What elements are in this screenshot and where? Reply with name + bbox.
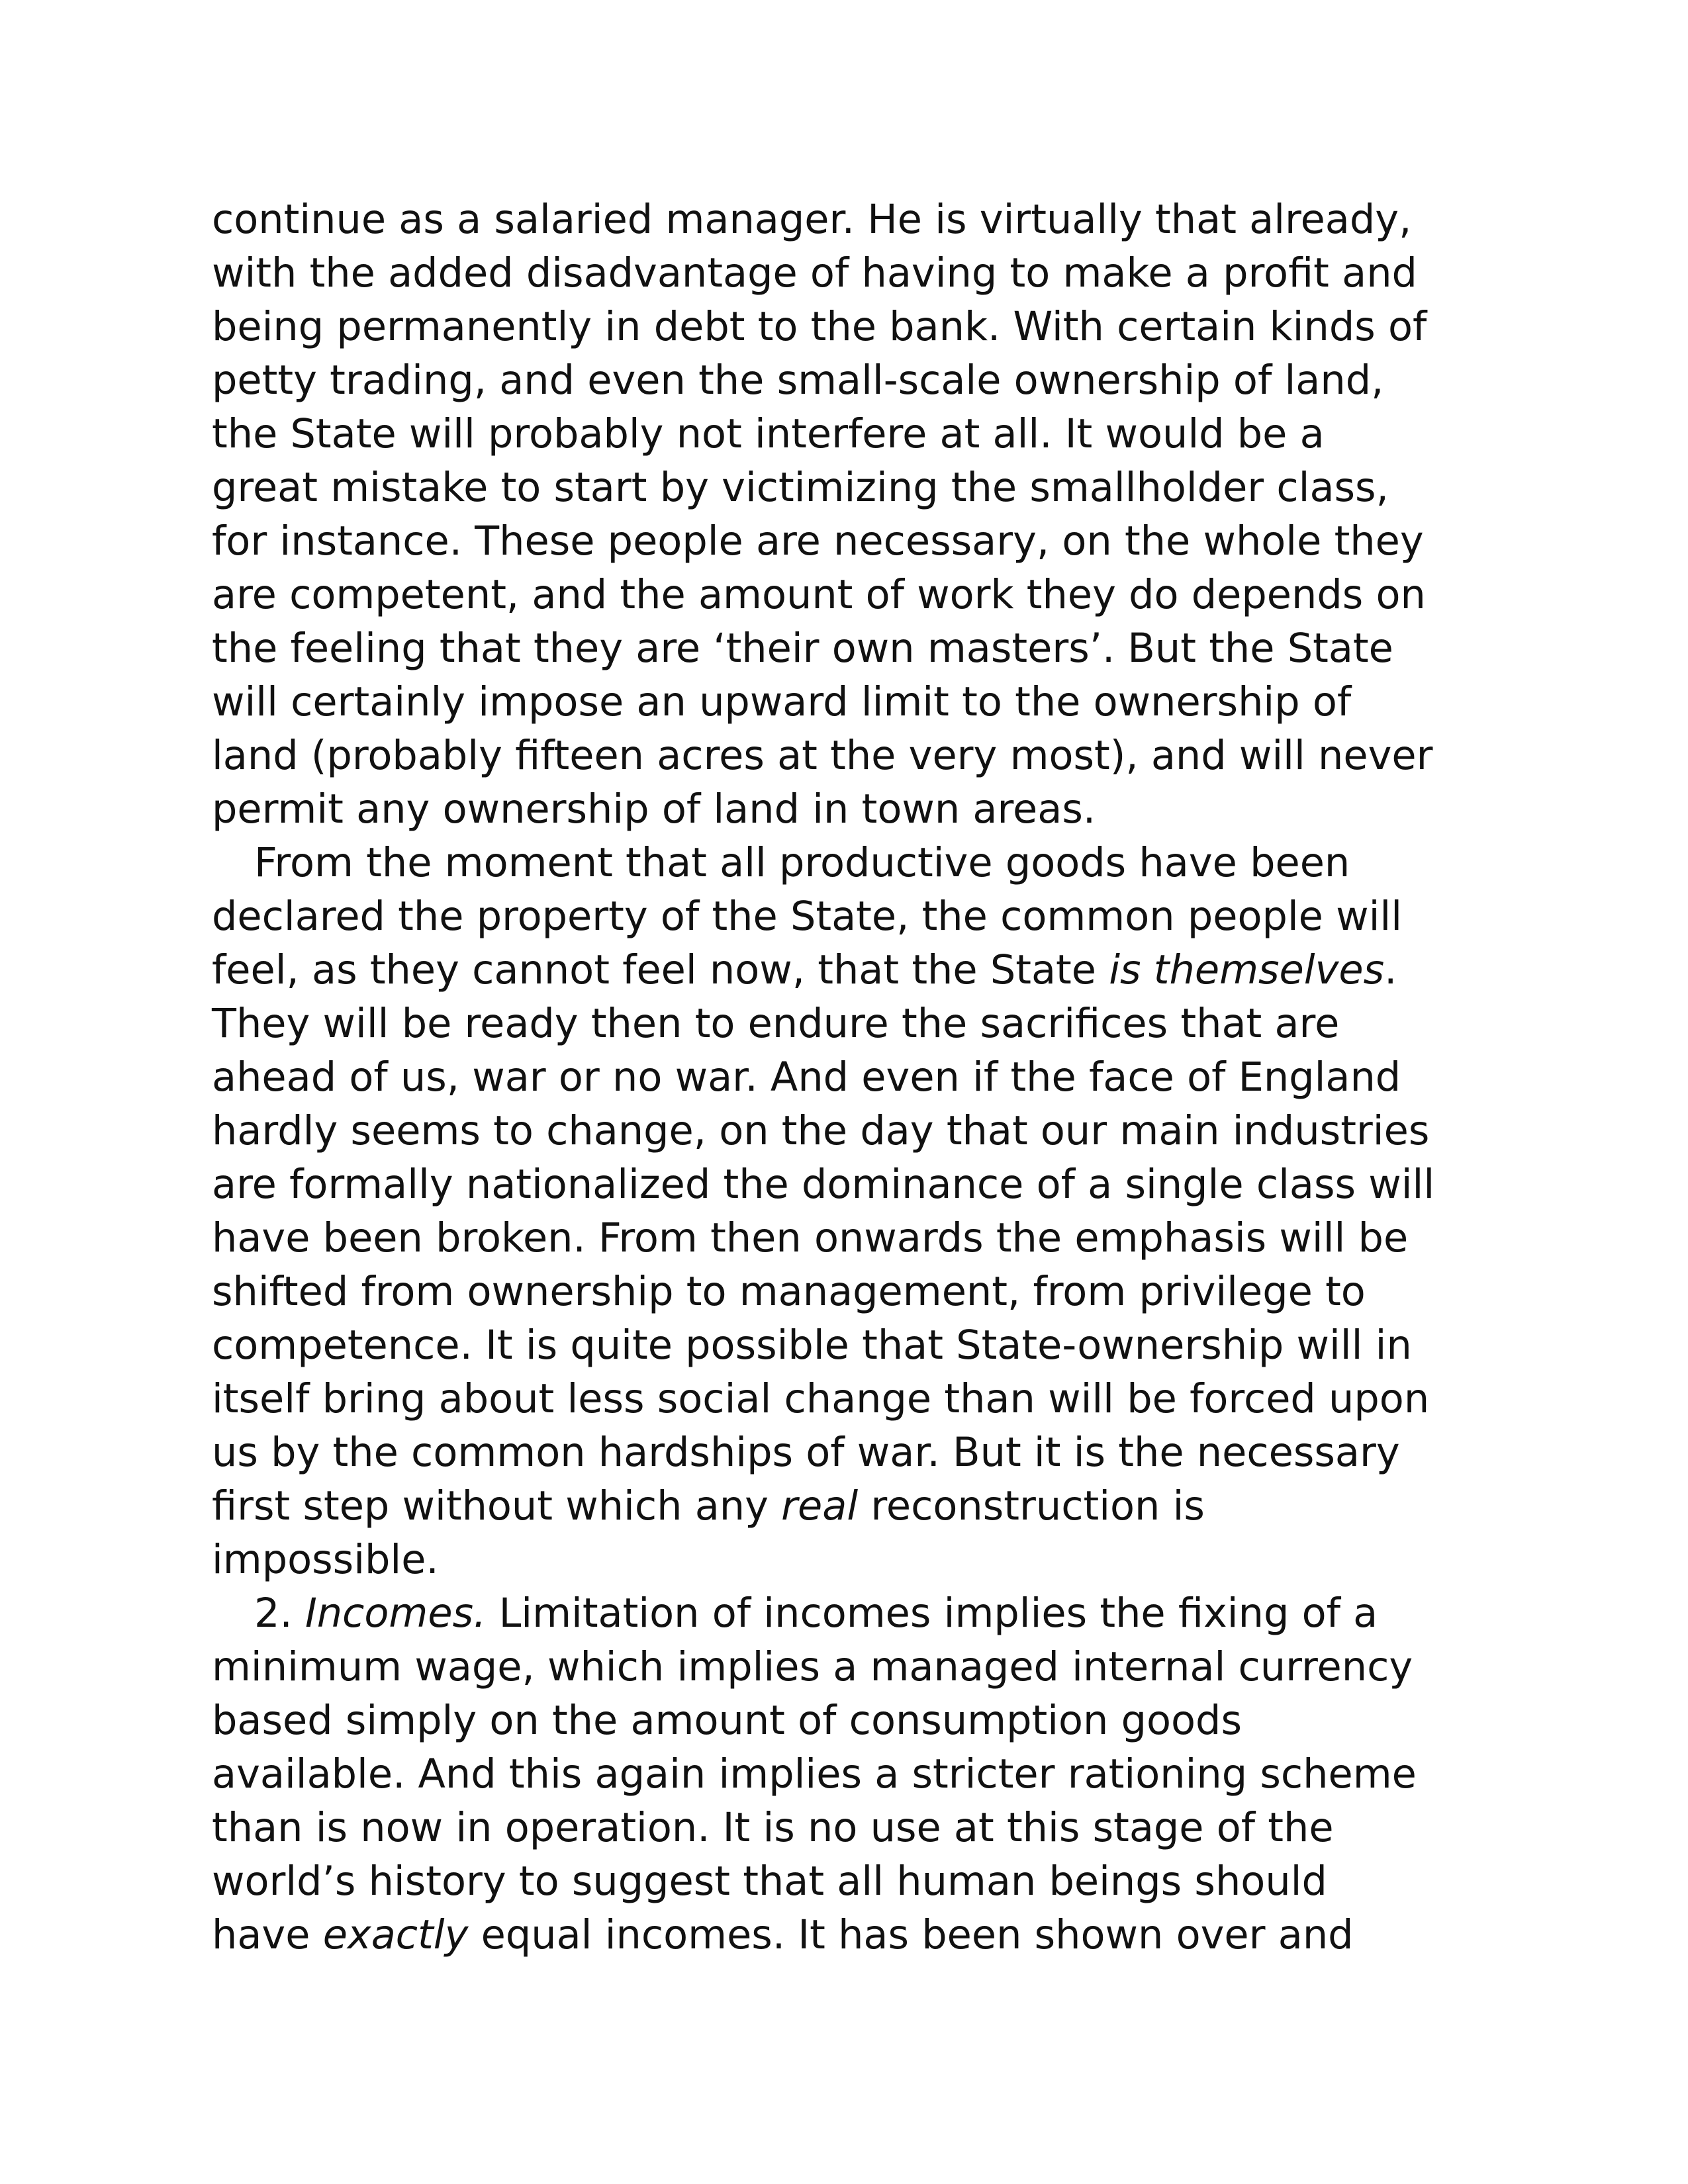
text-run: first step without which any bbox=[212, 1483, 782, 1529]
text-line bbox=[212, 247, 1509, 300]
text-line bbox=[212, 1694, 1509, 1748]
text-line bbox=[212, 1426, 1509, 1480]
text-line bbox=[212, 729, 1509, 783]
text-line bbox=[212, 1855, 1509, 1909]
text-line bbox=[212, 461, 1509, 515]
paragraph-first-line bbox=[212, 837, 1509, 890]
text-line bbox=[212, 1319, 1509, 1373]
text-line bbox=[212, 1373, 1509, 1426]
text-run: shifted from ownership to management, from privilege to bbox=[212, 1269, 1366, 1315]
text-line bbox=[212, 890, 1509, 944]
text-line bbox=[212, 1480, 1509, 1533]
text-line bbox=[212, 944, 1509, 997]
text-line bbox=[212, 354, 1509, 408]
text-run: are competent, and the amount of work they do depends on bbox=[212, 572, 1426, 618]
text-line bbox=[212, 1801, 1509, 1855]
text-run: based simply on the amount of consumption goods bbox=[212, 1698, 1242, 1744]
text-run: with the added disadvantage of having to make a profit and bbox=[212, 250, 1417, 296]
text-run: are formally nationalized the dominance of a single class will bbox=[212, 1161, 1435, 1208]
text-run: feel, as they cannot feel now, that the State bbox=[212, 947, 1109, 993]
text-run: great mistake to start by victimizing the smallholder class, bbox=[212, 465, 1389, 511]
text-line bbox=[212, 1158, 1509, 1212]
text-run: the State will probably not interfere at all. It would be a bbox=[212, 411, 1325, 457]
text-line bbox=[212, 783, 1509, 837]
text-line bbox=[212, 1909, 1509, 1962]
text-run: declared the property of the State, the common people will bbox=[212, 893, 1403, 940]
text-run: reconstruction is bbox=[858, 1483, 1205, 1529]
body-text bbox=[212, 193, 1509, 1962]
text-run: have been broken. From then onwards the emphasis will be bbox=[212, 1215, 1409, 1261]
text-run: land (probably fifteen acres at the very most), and will never bbox=[212, 733, 1433, 779]
text-line bbox=[212, 569, 1509, 622]
text-run: available. And this again implies a stricter rationing scheme bbox=[212, 1751, 1417, 1797]
text-line bbox=[212, 676, 1509, 729]
text-run: us by the common hardships of war. But it is the necessary bbox=[212, 1430, 1400, 1476]
text-run: itself bring about less social change than will be forced upon bbox=[212, 1376, 1430, 1422]
text-run: than is now in operation. It is no use at this stage of the bbox=[212, 1805, 1334, 1851]
text-line bbox=[212, 193, 1509, 247]
text-line bbox=[212, 1641, 1509, 1694]
text-run: ahead of us, war or no war. And even if the face of England bbox=[212, 1054, 1401, 1101]
text-line bbox=[212, 1265, 1509, 1319]
text-line bbox=[212, 1748, 1509, 1801]
italic-text: exactly bbox=[322, 1912, 469, 1958]
text-run: for instance. These people are necessary, on the whole they bbox=[212, 518, 1424, 565]
text-run: hardly seems to change, on the day that our main industries bbox=[212, 1108, 1430, 1154]
text-run: permit any ownership of land in town areas. bbox=[212, 786, 1096, 833]
italic-text: Incomes. bbox=[305, 1590, 487, 1637]
text-line bbox=[212, 1105, 1509, 1158]
italic-text: is themselves bbox=[1109, 947, 1385, 993]
text-line bbox=[212, 1533, 1509, 1587]
text-line bbox=[212, 515, 1509, 569]
text-line bbox=[212, 997, 1509, 1051]
text-line bbox=[212, 1051, 1509, 1105]
text-run: equal incomes. It has been shown over and bbox=[468, 1912, 1354, 1958]
text-run: have bbox=[212, 1912, 323, 1958]
text-run: minimum wage, which implies a managed internal currency bbox=[212, 1644, 1413, 1690]
text-run: petty trading, and even the small-scale ownership of land, bbox=[212, 357, 1384, 404]
text-run: . bbox=[1384, 947, 1397, 993]
text-run: the feeling that they are ‘their own masters’. But the State bbox=[212, 625, 1393, 672]
text-run: Limitation of incomes implies the fixing of a bbox=[486, 1590, 1378, 1637]
italic-text: real bbox=[781, 1483, 859, 1529]
text-run: being permanently in debt to the bank. With certain kinds of bbox=[212, 304, 1427, 350]
text-run: will certainly impose an upward limit to the ownership of bbox=[212, 679, 1352, 725]
text-run: impossible. bbox=[212, 1537, 439, 1583]
text-run: world’s history to suggest that all human beings should bbox=[212, 1858, 1327, 1905]
text-line bbox=[212, 408, 1509, 461]
text-run: 2. bbox=[254, 1590, 305, 1637]
text-line bbox=[212, 622, 1509, 676]
text-run: From the moment that all productive goods have been bbox=[254, 840, 1350, 886]
text-run: They will be ready then to endure the sacrifices that are bbox=[212, 1001, 1340, 1047]
paragraph-first-line bbox=[212, 1587, 1509, 1641]
text-line bbox=[212, 1212, 1509, 1265]
text-run: competence. It is quite possible that State-ownership will in bbox=[212, 1322, 1412, 1369]
text-line bbox=[212, 300, 1509, 354]
text-run: continue as a salaried manager. He is virtually that already, bbox=[212, 197, 1412, 243]
